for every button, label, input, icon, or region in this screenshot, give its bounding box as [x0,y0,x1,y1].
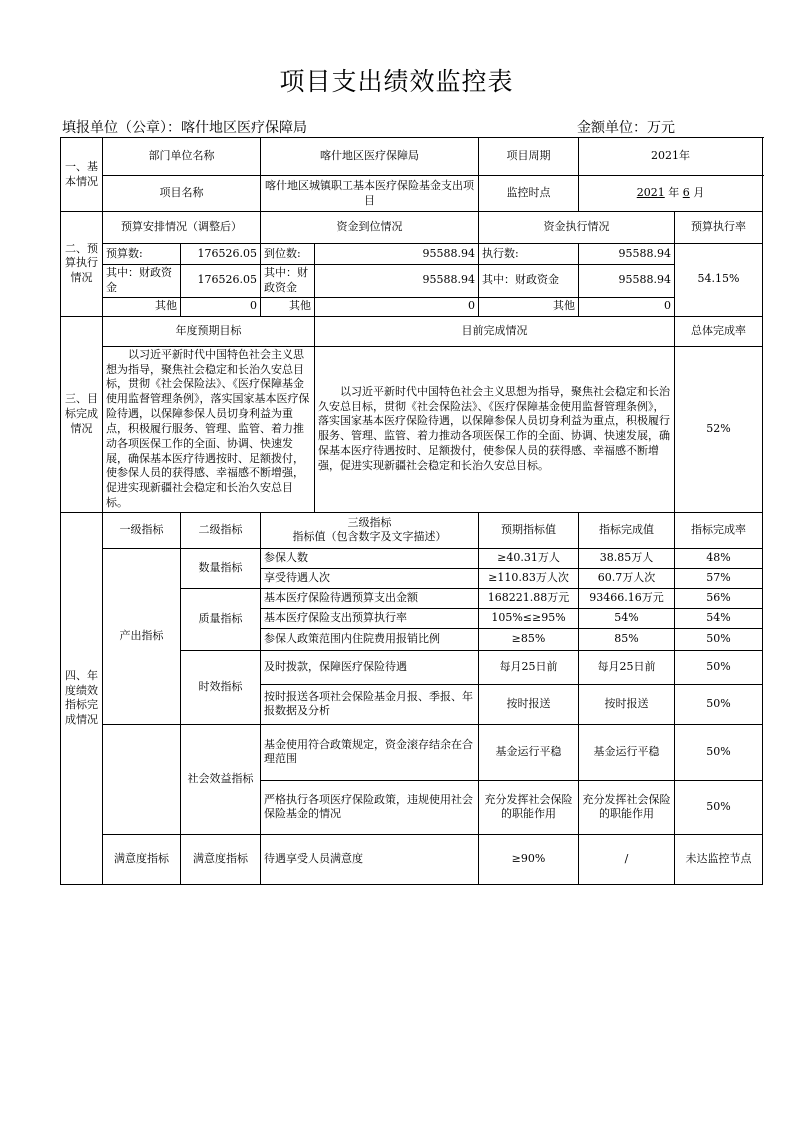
completed-header: 指标完成值 [579,512,675,548]
indicator-row [61,834,763,884]
satisfaction-level1: 满意度指标 [103,834,181,884]
exec-fiscal-label: 其中：财政资金 [479,265,579,298]
project-label: 项目名称 [103,176,261,212]
indicator-completed: 基金运行平稳 [579,724,675,780]
basic-info-row-2 [61,176,763,212]
budget-fiscal-value: 176526.05 [181,265,261,298]
budget-row-3 [61,297,763,316]
indicator-row [61,724,763,780]
indicator-rate: 50% [675,628,763,650]
funds-other-value: 0 [315,297,479,316]
budget-fiscal-label: 其中：财政资金 [103,265,181,298]
budget-other-label: 其他 [103,297,181,316]
budget-header: 预算安排情况（调整后） [103,212,261,244]
section-4-label: 四、年度绩效指标完成情况 [61,512,103,884]
current-status-header: 目前完成情况 [315,316,675,346]
annual-goal-header: 年度预期目标 [103,316,315,346]
indicator-rate: 未达监控节点 [675,834,763,884]
indicator-name: 享受待遇人次 [261,568,479,588]
monitor-year-suffix: 年 [668,186,680,200]
indicator-name: 参保人政策范围内住院费用报销比例 [261,628,479,650]
indicator-completed: 54% [579,608,675,628]
monitor-month-suffix: 月 [693,186,705,200]
exec-total-label: 执行数: [479,244,579,265]
exec-other-value: 0 [579,297,675,316]
indicator-expected: ≥85% [479,628,579,650]
level3-header-title: 三级指标 [347,515,392,529]
period-label: 项目周期 [479,138,579,176]
expected-header: 预期指标值 [479,512,579,548]
funds-total-label: 到位数: [261,244,315,265]
monitor-label: 监控时点 [479,176,579,212]
exec-rate-header: 预算执行率 [675,212,763,244]
goal-header-row [61,316,763,346]
indicator-rate-header: 指标完成率 [675,512,763,548]
goal-content-row [61,346,763,512]
satisfaction-level2: 满意度指标 [181,834,261,884]
indicator-completed: 每月25日前 [579,650,675,684]
level2-header: 二级指标 [181,512,261,548]
indicator-rate: 50% [675,684,763,724]
exec-other-label: 其他 [479,297,579,316]
indicator-rate: 48% [675,548,763,568]
level1-header: 一级指标 [103,512,181,548]
indicator-name: 基本医疗保险待遇预算支出金额 [261,588,479,608]
indicator-expected: ≥110.83万人次 [479,568,579,588]
period-value: 2021年 [579,138,763,176]
indicator-name: 待遇享受人员满意度 [261,834,479,884]
indicator-completed: 85% [579,628,675,650]
indicator-rate: 56% [675,588,763,608]
indicator-rate: 57% [675,568,763,588]
dept-value: 喀什地区医疗保障局 [261,138,479,176]
page-title: 项目支出绩效监控表 [279,67,514,96]
exec-total-value: 95588.94 [579,244,675,265]
indicator-completed: 按时报送 [579,684,675,724]
indicator-name: 严格执行各项医疗保险政策，违规使用社会保险基金的情况 [261,780,479,834]
monitor-month: 6 [682,186,690,200]
output-indicator: 产出指标 [103,548,181,724]
indicator-name: 参保人数 [261,548,479,568]
total-rate-header: 总体完成率 [675,316,763,346]
exec-fiscal-value: 95588.94 [579,265,675,298]
budget-row-2 [61,265,763,298]
basic-info-row-1 [61,138,763,176]
indicator-rate: 50% [675,780,763,834]
indicator-name: 基金使用符合政策规定，资金滚存结余在合理范围 [261,724,479,780]
section-3-label: 三、目标完成情况 [61,316,103,512]
indicator-expected: ≥40.31万人 [479,548,579,568]
indicator-name: 基本医疗保险支出预算执行率 [261,608,479,628]
indicator-expected: ≥90% [479,834,579,884]
indicator-name: 按时报送各项社会保险基金月报、季报、年报数据及分析 [261,684,479,724]
section-2-label: 二、预算执行情况 [61,212,103,317]
indicator-completed: 充分发挥社会保险的职能作用 [579,780,675,834]
budget-other-value: 0 [181,297,261,316]
funds-fiscal-label: 其中：财政资金 [261,265,315,298]
total-rate-value: 52% [675,346,763,512]
indicator-expected: 充分发挥社会保险的职能作用 [479,780,579,834]
monitor-value [579,176,763,212]
indicator-rate: 50% [675,650,763,684]
indicator-expected: 105%≤≥95% [479,608,579,628]
dept-label: 部门单位名称 [103,138,261,176]
budget-total-value: 176526.05 [181,244,261,265]
indicator-header-row [61,512,763,548]
quality-indicator: 质量指标 [181,588,261,650]
indicator-rate: 54% [675,608,763,628]
exec-rate-value: 54.15% [675,244,763,317]
social-benefit-indicator: 社会效益指标 [181,724,261,834]
indicator-completed: 38.85万人 [579,548,675,568]
indicator-completed: / [579,834,675,884]
level3-header-sub: 指标值（包含数字及文字描述） [292,530,447,544]
funds-fiscal-value: 95588.94 [315,265,479,298]
indicator-name: 及时拨款，保障医疗保险待遇 [261,650,479,684]
exec-header: 资金执行情况 [479,212,675,244]
amount-unit: 金额单位：万元 [577,120,675,136]
budget-total-label: 预算数: [103,244,181,265]
quantity-indicator: 数量指标 [181,548,261,588]
indicator-rate: 50% [675,724,763,780]
annual-goal-text: 以习近平新时代中国特色社会主义思想为指导，聚焦社会稳定和长治久安总目标，贯彻《社会保险法》、《医疗保障基金使用监督管理条例》，落实国家基本医疗保险待遇，以保障参保人员切身利益为重点，积极履行服务、管理、监管、着力推动各项医保工作的全面、协调、快速发展，确保基本医疗待遇按时、足额拨付，使参保人员的获得感、幸福感不断增强，促进实现新疆社会稳定和长治久安总目标。 [103,346,315,512]
funds-total-value: 95588.94 [315,244,479,265]
indicator-expected: 168221.88万元 [479,588,579,608]
timeliness-indicator: 时效指标 [181,650,261,724]
indicator-completed: 93466.16万元 [579,588,675,608]
project-value: 喀什地区城镇职工基本医疗保险基金支出项目 [261,176,479,212]
performance-table [60,137,763,885]
indicator-expected: 基金运行平稳 [479,724,579,780]
funds-other-label: 其他 [261,297,315,316]
indicator-expected: 按时报送 [479,684,579,724]
section-1-label: 一、基本情况 [61,138,103,212]
indicator-expected: 每月25日前 [479,650,579,684]
empty-level1-cell [103,724,181,834]
indicator-row [61,548,763,568]
funds-header: 资金到位情况 [261,212,479,244]
level3-header [261,512,479,548]
budget-header-row [61,212,763,244]
indicator-completed: 60.7万人次 [579,568,675,588]
reporting-unit: 填报单位（公章）：喀什地区医疗保障局 [62,120,307,136]
monitor-year: 2021 [636,186,665,200]
current-status-text: 以习近平新时代中国特色社会主义思想为指导，聚焦社会稳定和长治久安总目标，贯彻《社会保险法》、《医疗保障基金使用监督管理条例》，落实国家基本医疗保险待遇，以保障参保人员切身利益为重点，积极履行服务、管理、监管、着力推动各项医保工作的全面、协调、快速发展，确保基本医疗待遇按时、足额拨付，使参保人员的获得感、幸福感不断增强，促进实现新疆社会稳定和长治久安总目标。 [315,346,675,512]
budget-row-1 [61,244,763,265]
